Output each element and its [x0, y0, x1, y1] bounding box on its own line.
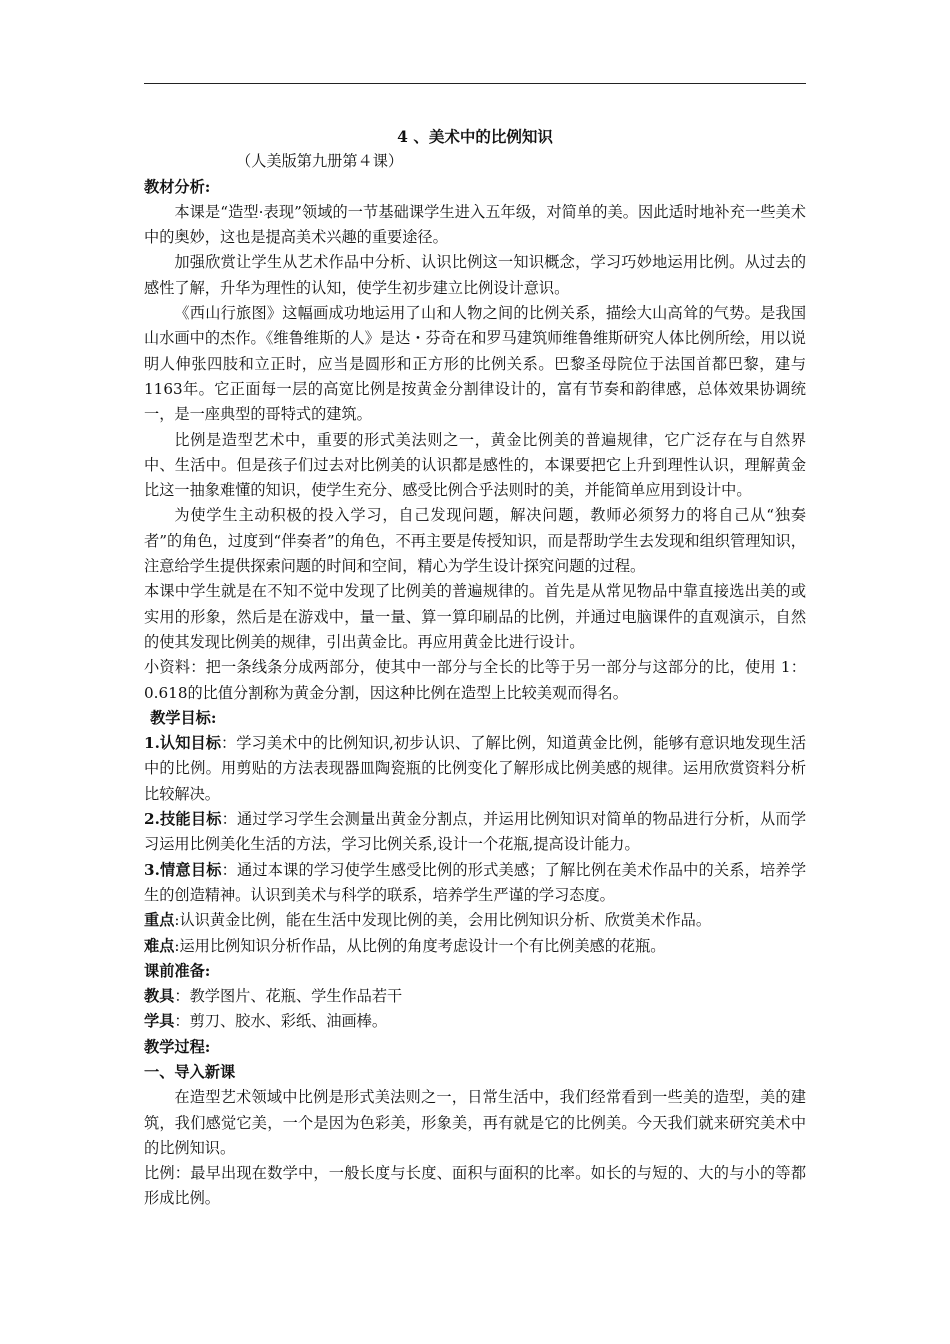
student-tools-label: 学具	[144, 1012, 175, 1031]
paragraph: 本课中学生就是在不知不觉中发现了比例美的普遍规律的。首先是从常见物品中靠直接选出美的或实用的形象，然后是在游戏中，量一量、算一算印刷品的比例，并通过电脑课件的直观演示，自然的使其发现比例美的规律，引出黄金比。再应用黄金比进行设计。	[144, 582, 806, 651]
key-text: :认识黄金比例，能在生活中发现比例的美，会用比例知识分析、欣赏美术作品。	[174, 911, 712, 930]
key-point	[144, 908, 806, 933]
student-tools-text: ：剪刀、胶水、彩纸、油画棒。	[174, 1012, 387, 1031]
goal-label: 3.情意目标	[144, 860, 222, 879]
teacher-tools-label: 教具	[144, 987, 175, 1006]
student-tools	[144, 1009, 806, 1034]
paragraph: 比例是造型艺术中，重要的形式美法则之一，黄金比例美的普遍规律，它广泛存在与自然界中、生活中。但是孩子们过去对比例美的认识都是感性的，本课要把它上升到理性认识，理解黄金比这一抽象难懂的知识，使学生充分、感受比例合乎法则时的美，并能简单应用到设计中。	[144, 430, 806, 500]
paragraph: 为使学生主动积极的投入学习，自己发现问题，解决问题，教师必须努力的将自己从“独奏者”的角色，过度到“伴奏者”的角色，不再主要是传授知识，而是帮助学生去发现和组织管理知识，注意给学生提供探索问题的时间和空间，精心为学生设计探究问题的过程。	[144, 506, 806, 576]
paragraph: 《西山行旅图》这幅画成功地运用了山和人物之间的比例关系，描绘大山高耸的气势。是我国山水画中的杰作。《维鲁维斯的人》是达・芬奇在和罗马建筑师维鲁维斯研究人体比例所绘，用以说明人伸张四肢和立正时，应当是圆形和正方形的比例关系。巴黎圣母院位于法国首都巴黎，建与1163年。它正面每一层的高宽比例是按黄金分割律设计的，富有节奏和韵律感，总体效果协调统一，是一座典型的哥特式的建筑。	[144, 304, 806, 424]
section-heading-goals: 教学目标:	[150, 708, 217, 727]
doc-subtitle: （人美版第九册第４课）	[236, 152, 404, 171]
goal-label: 1.认知目标	[144, 734, 222, 753]
paragraph: 在造型艺术领域中比例是形式美法则之一，日常生活中，我们经常看到一些美的造型，美的建筑，我们感觉它美，一个是因为色彩美，形象美，再有就是它的比例美。今天我们就来研究美术中的比例知识。	[144, 1088, 806, 1157]
key-label: 重点	[144, 911, 175, 930]
goal-item	[144, 807, 806, 858]
step-heading: 一、导入新课	[144, 1062, 236, 1081]
header-rule	[144, 83, 806, 84]
goal-label: 2.技能目标	[144, 810, 222, 829]
difficult-point	[144, 934, 806, 959]
doc-title: 4 、美术中的比例知识	[397, 127, 553, 146]
paragraph: 加强欣赏让学生从艺术作品中分析、认识比例这一知识概念，学习巧妙地运用比例。从过去的感性了解，升华为理性的认知，使学生初步建立比例设计意识。	[144, 253, 806, 297]
document-body	[144, 124, 806, 1212]
goal-text: ：通过本课的学习使学生感受比例的形式美感；了解比例在美术作品中的关系，培养学生的创造精神。认识到美术与科学的联系，培养学生严谨的学习态度。	[144, 860, 807, 904]
section-heading-analysis: 教材分析:	[144, 177, 211, 196]
paragraph: 本课是“造型·表现”领域的一节基础课学生进入五年级，对简单的美。因此适时地补充一些美术中的奥妙，这也是提高美术兴趣的重要途径。	[144, 202, 806, 247]
note-paragraph: 小资料：把一条线条分成两部分，使其中一部分与全长的比等于另一部分与这部分的比，使用 1：0.618的比值分割称为黄金分割，因这种比例在造型上比较美观而得名。	[144, 658, 806, 702]
goal-text: ：通过学习学生会测量出黄金分割点，并运用比例知识对简单的物品进行分析，从而学习运用比例美化生活的方法，学习比例关系,设计一个花瓶,提高设计能力。	[144, 810, 807, 854]
paragraph: 比例：最早出现在数学中，一般长度与长度、面积与面积的比率。如长的与短的、大的与小的等都形成比例。	[144, 1164, 806, 1208]
section-heading-prep: 课前准备:	[144, 961, 211, 980]
difficult-label: 难点	[144, 936, 175, 955]
goal-item	[144, 731, 806, 807]
section-heading-process: 教学过程:	[144, 1037, 211, 1056]
teacher-tools	[144, 984, 806, 1009]
goal-item	[144, 858, 806, 909]
teacher-tools-text: ：教学图片、花瓶、学生作品若干	[174, 987, 403, 1006]
difficult-text: :运用比例知识分析作品，从比例的角度考虑设计一个有比例美感的花瓶。	[174, 936, 666, 955]
goal-text: ：学习美术中的比例知识,初步认识、了解比例，知道黄金比例，能够有意识地发现生活中的比例。用剪贴的方法表现器皿陶瓷瓶的比例变化了解形成比例美感的规律。运用欣赏资料分析比较解决。	[144, 734, 807, 803]
